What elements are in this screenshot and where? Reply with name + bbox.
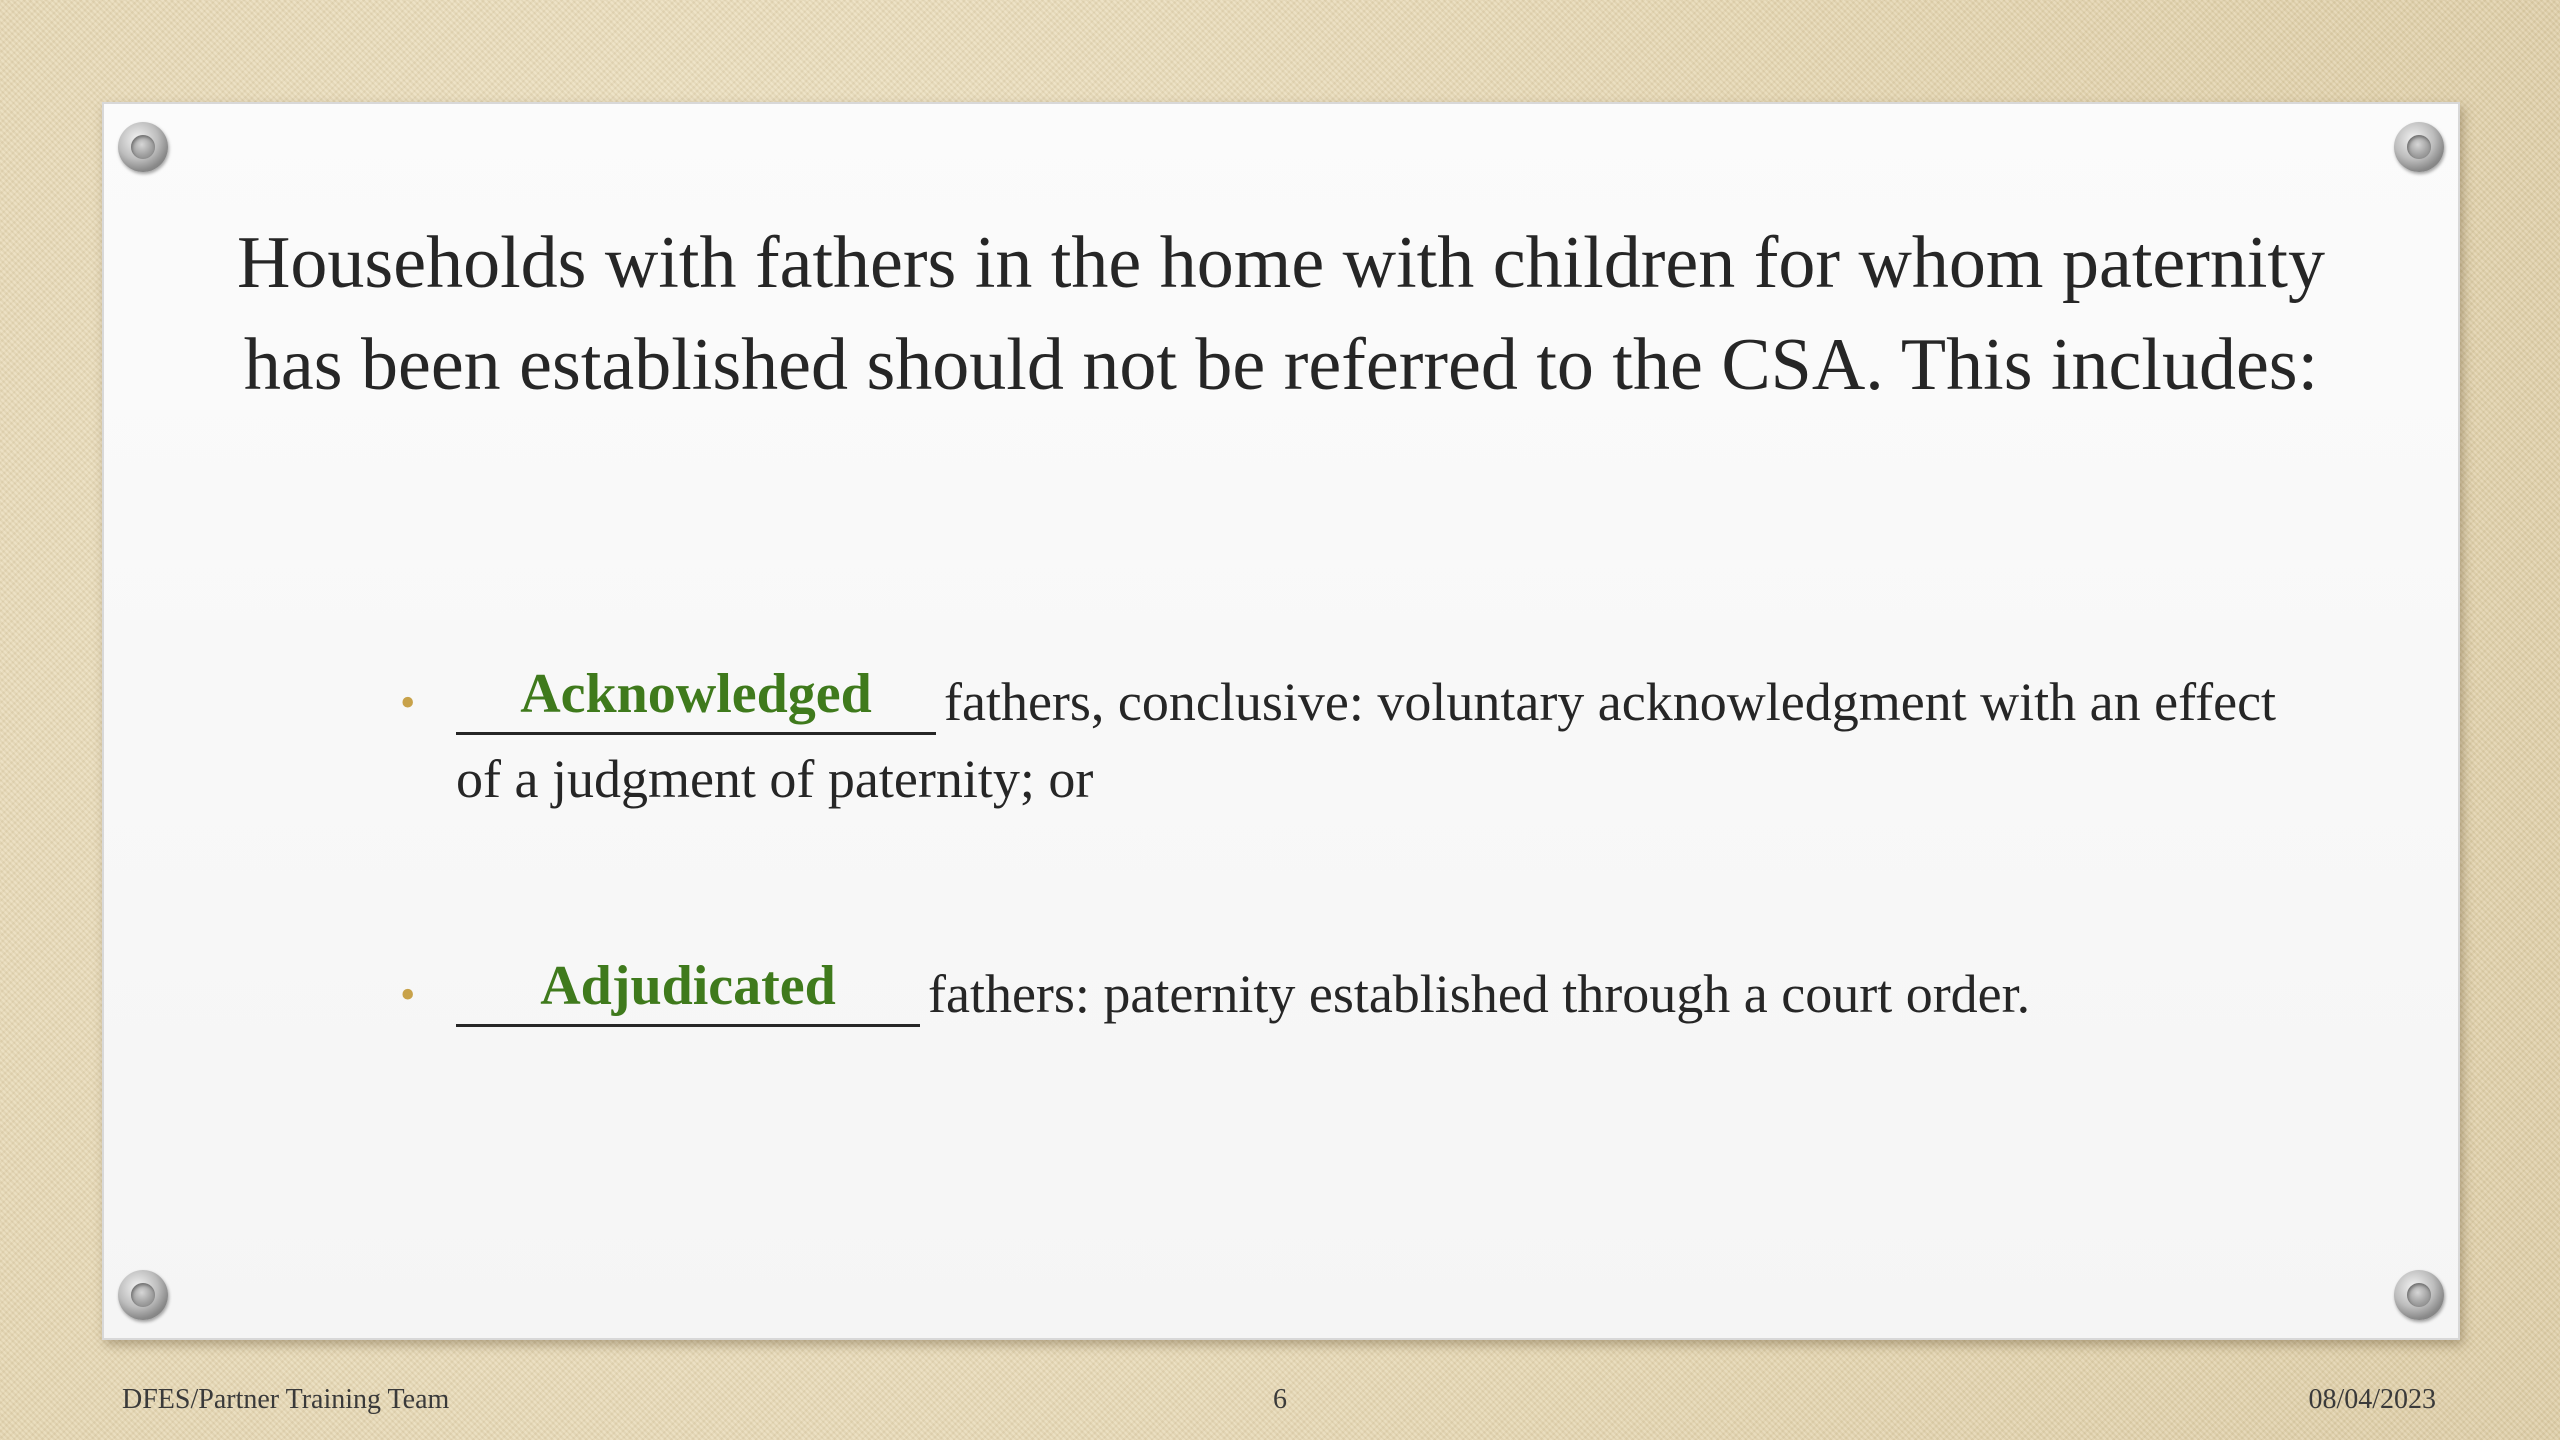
rivet-bottom-left-icon [118, 1270, 168, 1320]
rivet-top-left-icon [118, 122, 168, 172]
rivet-bottom-right-icon [2394, 1270, 2444, 1320]
rivet-top-right-icon [2394, 122, 2444, 172]
slide-card [102, 102, 2460, 1340]
bullet-text: fathers: paternity established through a court order. [928, 964, 2031, 1024]
footer-organization: DFES/Partner Training Team [122, 1384, 450, 1415]
slide-title: Households with fathers in the home with children for whom paternity has been established should not be referred to the CSA. This includes: [236, 222, 2325, 406]
bullet-item-acknowledged [394, 664, 2294, 818]
fill-in-blank [456, 663, 936, 735]
bullet-text: fathers, conclusive: voluntary acknowledgment with an effect of a judgment of paternity; or [456, 672, 2277, 809]
fill-in-blank [456, 955, 920, 1027]
bullet-item-adjudicated [394, 956, 2294, 1033]
answer-adjudicated: Adjudicated [540, 955, 836, 1017]
footer-page-number: 6 [1273, 1384, 1287, 1415]
footer-date: 08/04/2023 [2308, 1384, 2436, 1415]
bullet-dot-icon: • [400, 678, 416, 727]
answer-acknowledged: Acknowledged [520, 663, 872, 725]
bullet-dot-icon: • [400, 970, 416, 1019]
bullet-list [394, 664, 2294, 1033]
